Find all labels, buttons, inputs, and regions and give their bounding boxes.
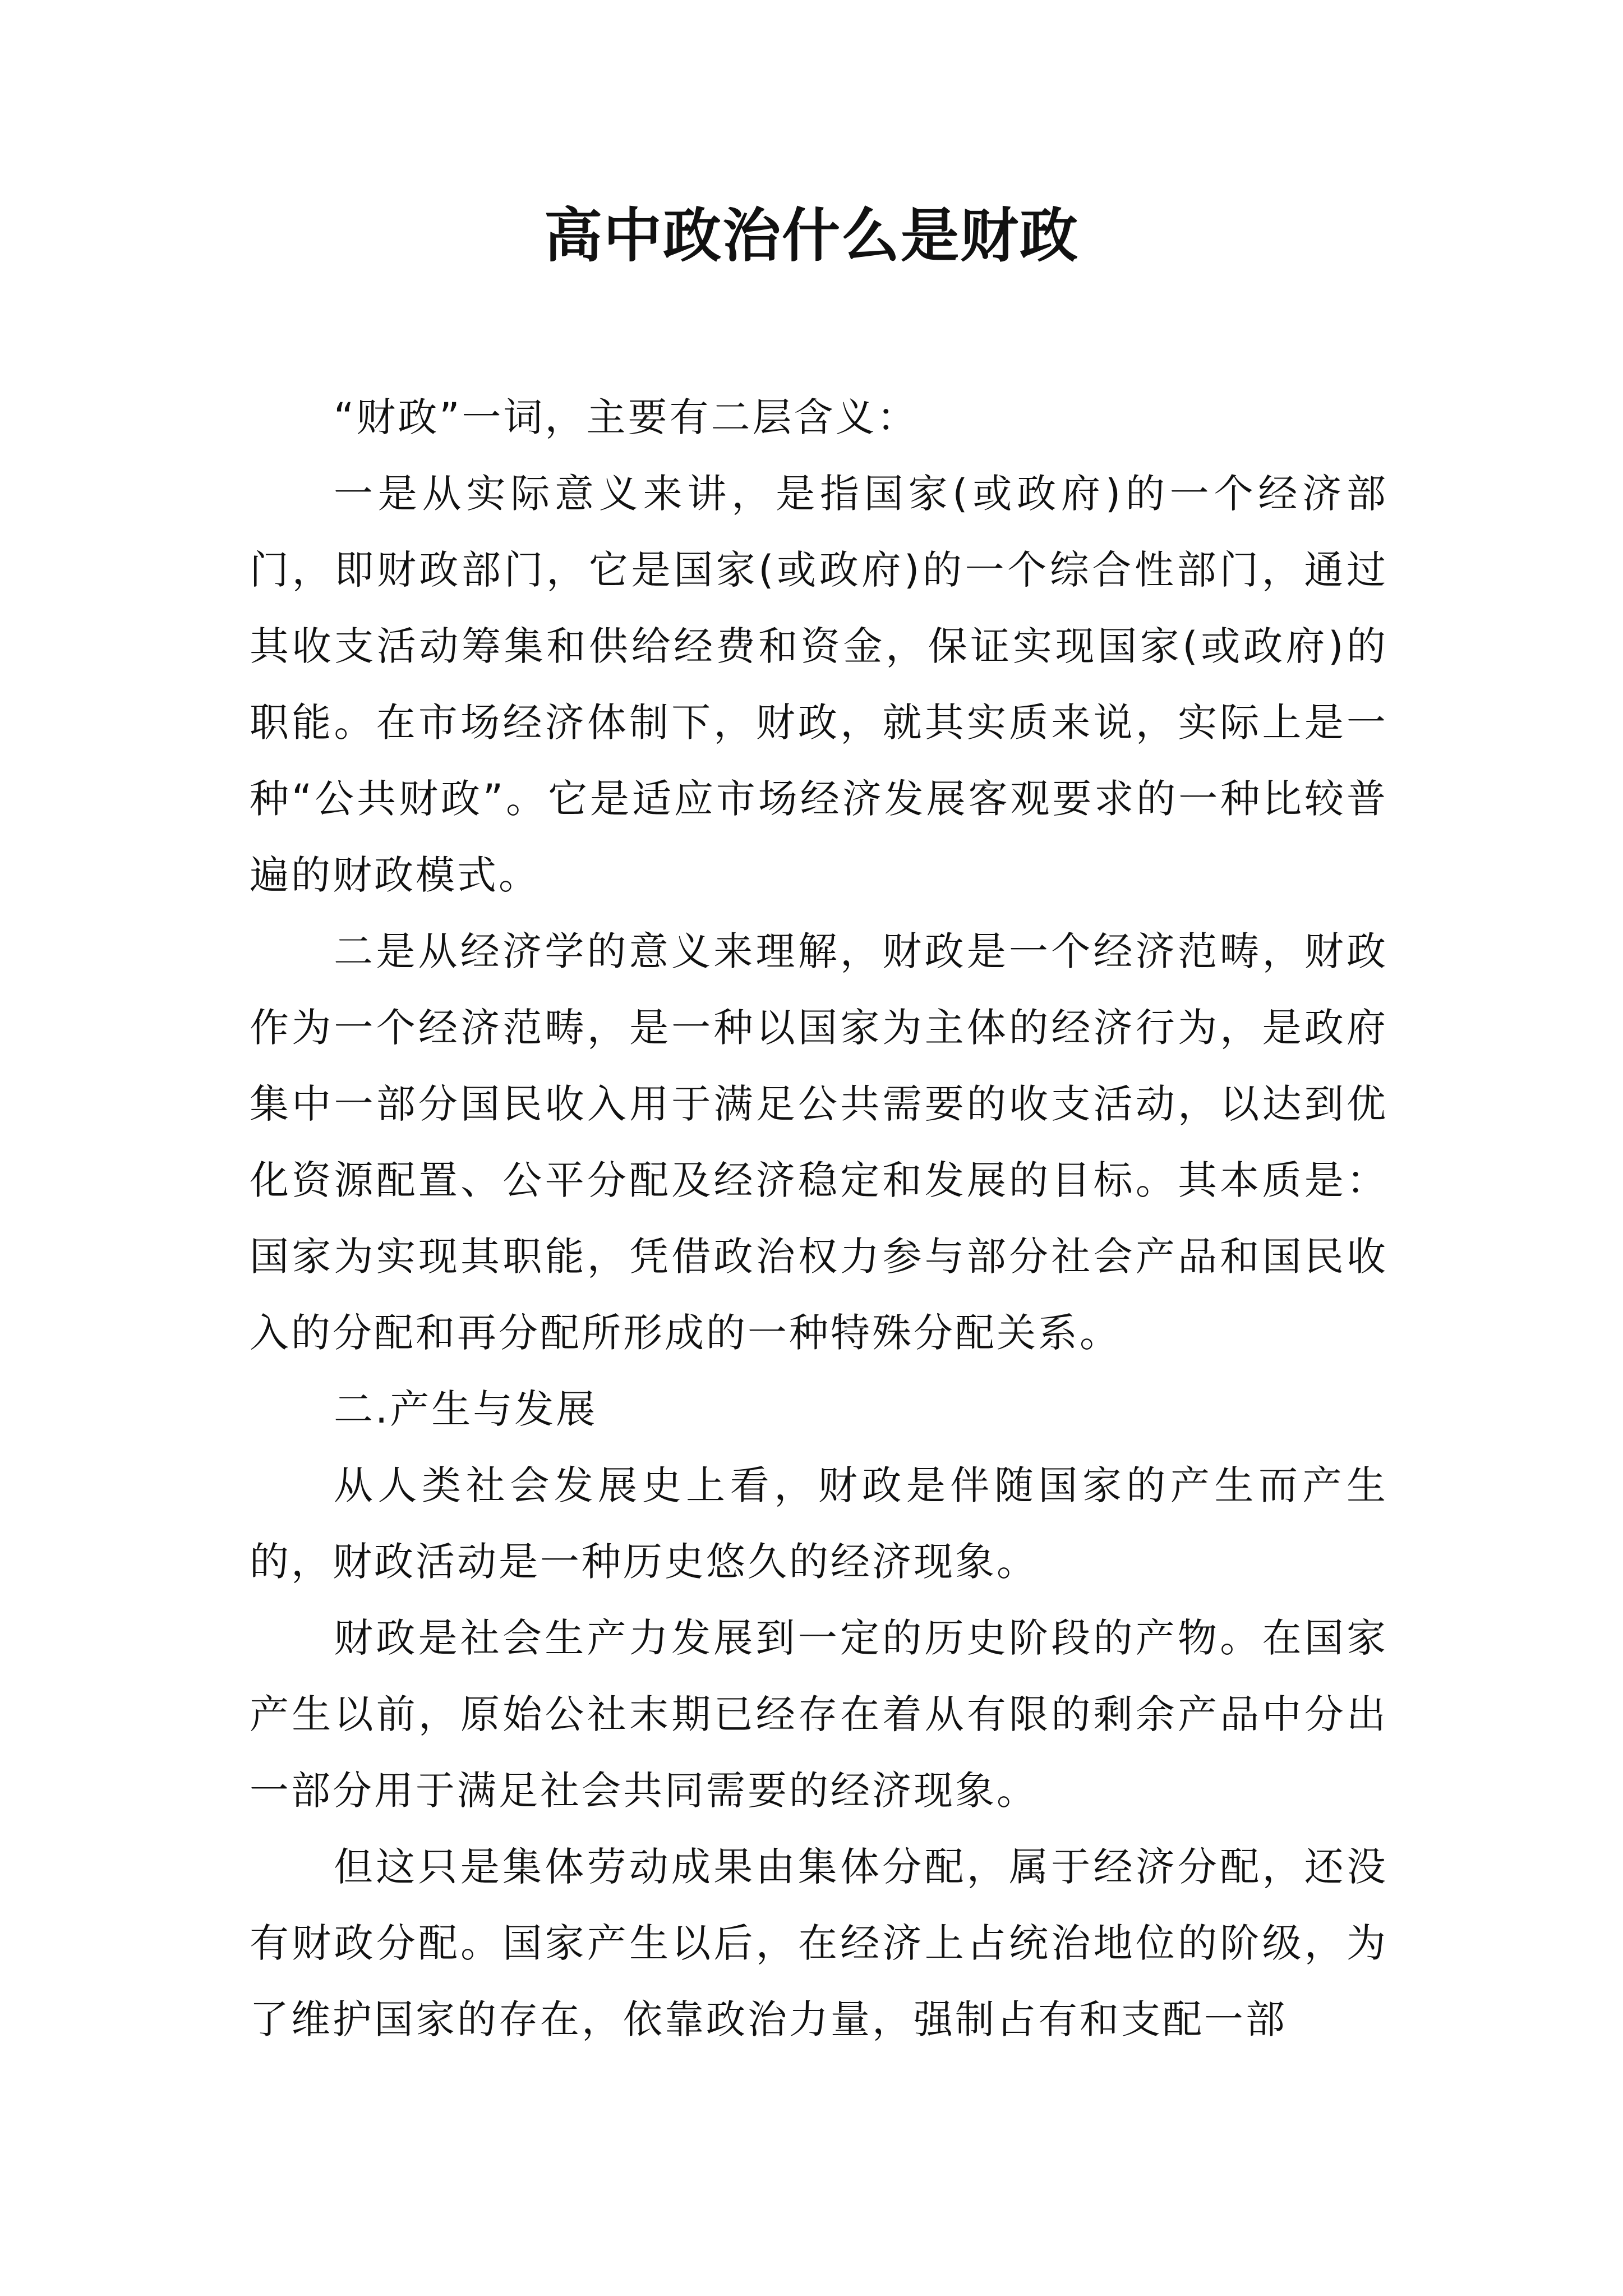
paragraph-productivity: 财政是社会生产力发展到一定的历史阶段的产物。在国家产生以前，原始公社末期已经存在着从有限的剩余产品中分出一部分用于满足社会共同需要的经济现象。 bbox=[250, 1615, 1388, 1814]
paragraph-distribution: 但这只是集体劳动成果由集体分配，属于经济分配，还没有财政分配。国家产生以后，在经济上占统治地位的阶级，为了维护国家的存在，依靠政治力量，强制占有和支配一部 bbox=[250, 1844, 1388, 2042]
section-heading-origin: 二.产生与发展 bbox=[334, 1386, 598, 1432]
paragraph-intro: “财政”一词，主要有二层含义： bbox=[334, 394, 919, 440]
document-body bbox=[250, 379, 1388, 2058]
paragraph-meaning-two: 二是从经济学的意义来理解，财政是一个经济范畴，财政作为一个经济范畴，是一种以国家为主体的经济行为，是政府集中一部分国民收入用于满足公共需要的收支活动，以达到优化资源配置、公平分配及经济稳定和发展的目标。其本质是：国家为实现其职能，凭借政治权力参与部分社会产品和国民收入的分配和再分配所形成的一种特殊分配关系。 bbox=[250, 928, 1388, 1356]
document-title: 高中政治什么是财政 bbox=[543, 201, 1079, 270]
paragraph-history: 从人类社会发展史上看，财政是伴随国家的产生而产生的，财政活动是一种历史悠久的经济现象。 bbox=[250, 1462, 1388, 1585]
paragraph-meaning-one: 一是从实际意义来讲，是指国家(或政府)的一个经济部门，即财政部门，它是国家(或政府)的一个综合性部门，通过其收支活动筹集和供给经费和资金，保证实现国家(或政府)的职能。在市场经济体制下，财政，就其实质来说，实际上是一种“公共财政”。它是适应市场经济发展客观要求的一种比较普遍的财政模式。 bbox=[250, 471, 1388, 898]
